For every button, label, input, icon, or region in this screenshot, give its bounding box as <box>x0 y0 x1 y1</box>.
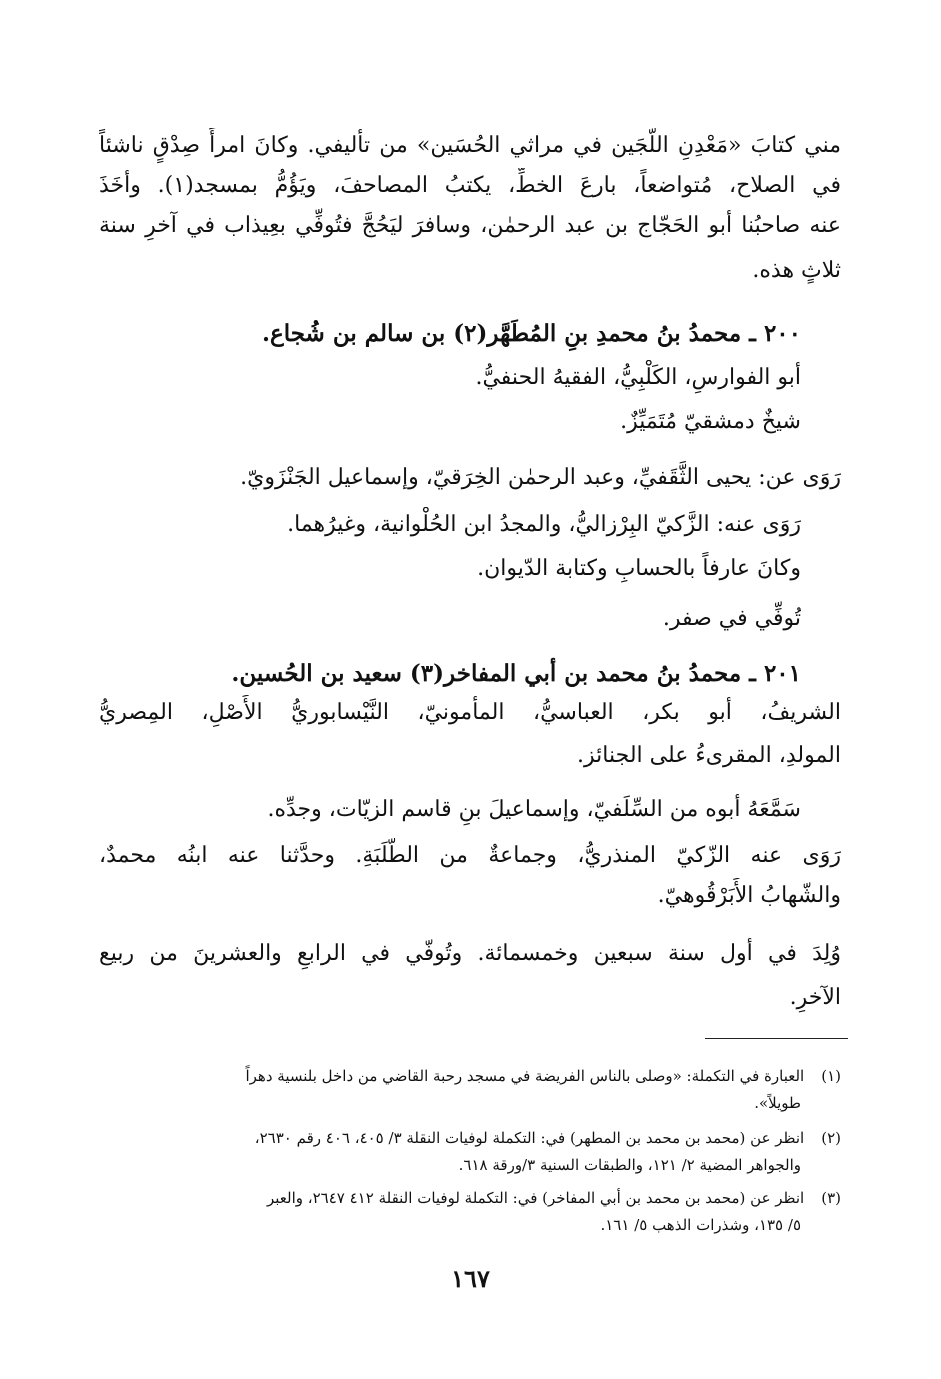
footnote-3-cont: ٥/ ١٣٥، وشذرات الذهب ٥/ ١٦١. <box>600 1216 801 1234</box>
footnote-number: (٢) <box>821 1129 841 1147</box>
entry-201-line: وُلِدَ في أول سنة سبعين وخمسمائة. وتُوفّي في الرابعِ والعشرينَ من ربيع <box>99 941 841 966</box>
entry-201-line: الشريفُ، أبو بكر، العباسيُّ، المأمونيّ، النَّيْسابوريُّ الأَصْلِ، المِصريُّ <box>99 700 841 725</box>
entry-200-line: تُوفِّي في صفر. <box>662 606 801 631</box>
entry-200-line: وكانَ عارفاً بالحسابِ وكتابة الدّيوان. <box>477 556 801 581</box>
footnote-separator <box>705 1038 848 1039</box>
footnote-number: (٣) <box>821 1189 841 1207</box>
footnote-text: انظر عن (محمد بن محمد بن المطهر) في: التكملة لوفيات النقلة ٣/ ٤٠٥، ٤٠٦ رقم ٢٦٣٠، <box>254 1129 805 1147</box>
footnote-number: (١) <box>821 1067 841 1085</box>
footnote-text: انظر عن (محمد بن محمد بن أبي المفاخر) في: التكملة لوفيات النقلة ٤١٢ ٢٦٤٧، والعبر <box>266 1189 805 1207</box>
body-line: مني كتابَ «مَعْدِنِ اللُّجَين في مراثي الحُسَين» من تأليفي. وكانَ امرأً صِدْقٍ ناشئاً <box>99 133 841 158</box>
footnote-1 <box>99 1063 841 1089</box>
page-number: ١٦٧ <box>451 1264 490 1293</box>
entry-201-line: رَوَى عنه الزّكيّ المنذريُّ، وجماعةٌ من الطَّلَبَةِ. وحدَّثنا عنه ابنُه محمدٌ، <box>99 843 841 868</box>
entry-200-line: أبو الفوارسِ، الكَلْبِيُّ، الفقيهُ الحنفيُّ. <box>475 365 801 390</box>
entry-201-line: الآخرِ. <box>789 985 841 1010</box>
entry-200-heading: ٢٠٠ ـ محمدُ بنُ محمدِ بنِ المُطَهَّر(٢) بن سالم بن شُجاع. <box>261 320 801 347</box>
footnote-1-cont: طويلاً». <box>754 1094 801 1112</box>
body-line: في الصلاح، مُتواضعاً، بارعَ الخطِّ، يكتبُ المصاحفَ، ويَؤُمُّ بمسجد(١). وأخَذَ <box>99 173 841 198</box>
entry-201-line: والشّهابُ الأَبَرْقُوهيّ. <box>657 883 841 908</box>
footnote-2 <box>99 1125 841 1151</box>
footnote-3 <box>99 1185 841 1211</box>
entry-200-line: رَوَى عن: يحيى الثَّقَفيِّ، وعبد الرحمٰن الخِرَقيّ، وإسماعيل الجَنْزَويّ. <box>240 465 841 490</box>
entry-201-line: المولدِ، المقرىءُ على الجنائز. <box>577 743 841 768</box>
footnote-text: العبارة في التكملة: «وصلى بالناس الفريضة في مسجد رحبة القاضي من داخل بلنسية دهراً <box>245 1067 805 1085</box>
entry-200-line: شيخٌ دمشقيّ مُتَمَيِّزٌ. <box>620 409 801 434</box>
entry-200-line: رَوَى عنه: الزَّكيّ البِرْزاليُّ، والمجدُ ابن الحُلْوانية، وغيرُهما. <box>287 512 801 537</box>
footnote-2-cont: والجواهر المضية ٢/ ١٢١، والطبقات السنية ٣/ورقة ٦١٨. <box>458 1156 801 1174</box>
body-line: عنه صاحبُنا أبو الحَجّاج بن عبد الرحمٰن، وسافرَ ليَحُجَّ فتُوفِّي بعِيذاب في آخرِ سنة <box>99 213 841 238</box>
body-line: ثلاثٍ هذه. <box>752 258 841 283</box>
entry-201-line: سَمَّعَهُ أبوه من السِّلَفيّ، وإسماعيلَ بنِ قاسم الزيّات، وجدِّه. <box>267 797 801 822</box>
entry-201-heading: ٢٠١ ـ محمدُ بنُ محمد بن أبي المفاخر(٣) سعيد بن الحُسين. <box>231 660 801 687</box>
